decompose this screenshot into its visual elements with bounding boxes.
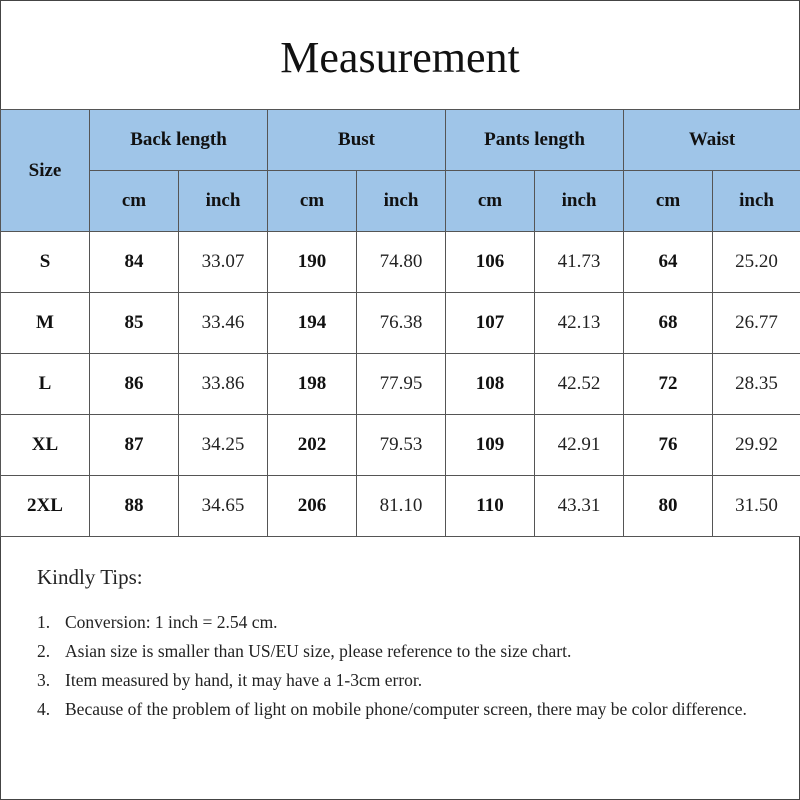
unit-header: inch — [179, 171, 268, 232]
table-cell: 42.13 — [535, 293, 624, 354]
tip-number: 3. — [37, 670, 51, 690]
table-cell: 68 — [624, 293, 713, 354]
table-cell: 25.20 — [713, 232, 800, 293]
size-cell: S — [1, 232, 90, 293]
table-cell: 33.07 — [179, 232, 268, 293]
unit-header: inch — [713, 171, 800, 232]
table-cell: 198 — [268, 354, 357, 415]
size-cell: L — [1, 354, 90, 415]
table-cell: 79.53 — [357, 415, 446, 476]
table-cell: 64 — [624, 232, 713, 293]
table-cell: 43.31 — [535, 476, 624, 537]
table-header-row — [1, 110, 800, 171]
page-title: Measurement — [280, 33, 520, 82]
table-cell: 33.46 — [179, 293, 268, 354]
unit-header: inch — [535, 171, 624, 232]
table-cell: 110 — [446, 476, 535, 537]
group-header-bust: Bust — [268, 110, 446, 171]
table-cell: 80 — [624, 476, 713, 537]
table-cell: 74.80 — [357, 232, 446, 293]
table-cell: 33.86 — [179, 354, 268, 415]
unit-header: inch — [357, 171, 446, 232]
table-cell: 107 — [446, 293, 535, 354]
size-header: Size — [1, 110, 90, 232]
table-cell: 26.77 — [713, 293, 800, 354]
unit-header: cm — [268, 171, 357, 232]
table-cell: 76.38 — [357, 293, 446, 354]
size-table — [0, 109, 800, 537]
table-cell: 29.92 — [713, 415, 800, 476]
table-cell: 42.52 — [535, 354, 624, 415]
group-header-pants-length: Pants length — [446, 110, 624, 171]
table-row — [1, 354, 800, 415]
unit-header: cm — [446, 171, 535, 232]
table-cell: 41.73 — [535, 232, 624, 293]
table-row — [1, 415, 800, 476]
unit-header: cm — [90, 171, 179, 232]
table-row — [1, 476, 800, 537]
list-item — [37, 608, 777, 637]
table-row — [1, 293, 800, 354]
table-cell: 76 — [624, 415, 713, 476]
group-header-waist: Waist — [624, 110, 800, 171]
table-cell: 86 — [90, 354, 179, 415]
table-cell: 202 — [268, 415, 357, 476]
table-cell: 81.10 — [357, 476, 446, 537]
table-cell: 31.50 — [713, 476, 800, 537]
table-cell: 109 — [446, 415, 535, 476]
tip-text: Because of the problem of light on mobile phone/computer screen, there may be color difference. — [65, 699, 747, 719]
size-cell: XL — [1, 415, 90, 476]
table-cell: 28.35 — [713, 354, 800, 415]
list-item — [37, 666, 777, 695]
table-cell: 34.65 — [179, 476, 268, 537]
size-cell: 2XL — [1, 476, 90, 537]
tip-text: Item measured by hand, it may have a 1-3cm error. — [65, 670, 423, 690]
tip-number: 2. — [37, 641, 51, 661]
table-cell: 72 — [624, 354, 713, 415]
size-cell: M — [1, 293, 90, 354]
table-cell: 194 — [268, 293, 357, 354]
table-cell: 190 — [268, 232, 357, 293]
table-cell: 87 — [90, 415, 179, 476]
table-cell: 88 — [90, 476, 179, 537]
list-item — [37, 637, 777, 666]
tip-text: Asian size is smaller than US/EU size, please reference to the size chart. — [65, 641, 572, 661]
table-cell: 77.95 — [357, 354, 446, 415]
tips-list — [37, 608, 777, 724]
table-cell: 84 — [90, 232, 179, 293]
tips-title: Kindly Tips: — [37, 565, 143, 589]
tip-number: 1. — [37, 612, 51, 632]
unit-header-row — [1, 171, 800, 232]
table-cell: 108 — [446, 354, 535, 415]
table-cell: 106 — [446, 232, 535, 293]
tip-number: 4. — [37, 699, 51, 719]
kindly-tips — [37, 562, 777, 724]
table-cell: 42.91 — [535, 415, 624, 476]
table-cell: 206 — [268, 476, 357, 537]
table-cell: 34.25 — [179, 415, 268, 476]
group-header-back-length: Back length — [90, 110, 268, 171]
table-cell: 85 — [90, 293, 179, 354]
list-item — [37, 695, 777, 724]
table-row — [1, 232, 800, 293]
unit-header: cm — [624, 171, 713, 232]
tip-text: Conversion: 1 inch = 2.54 cm. — [65, 612, 278, 632]
